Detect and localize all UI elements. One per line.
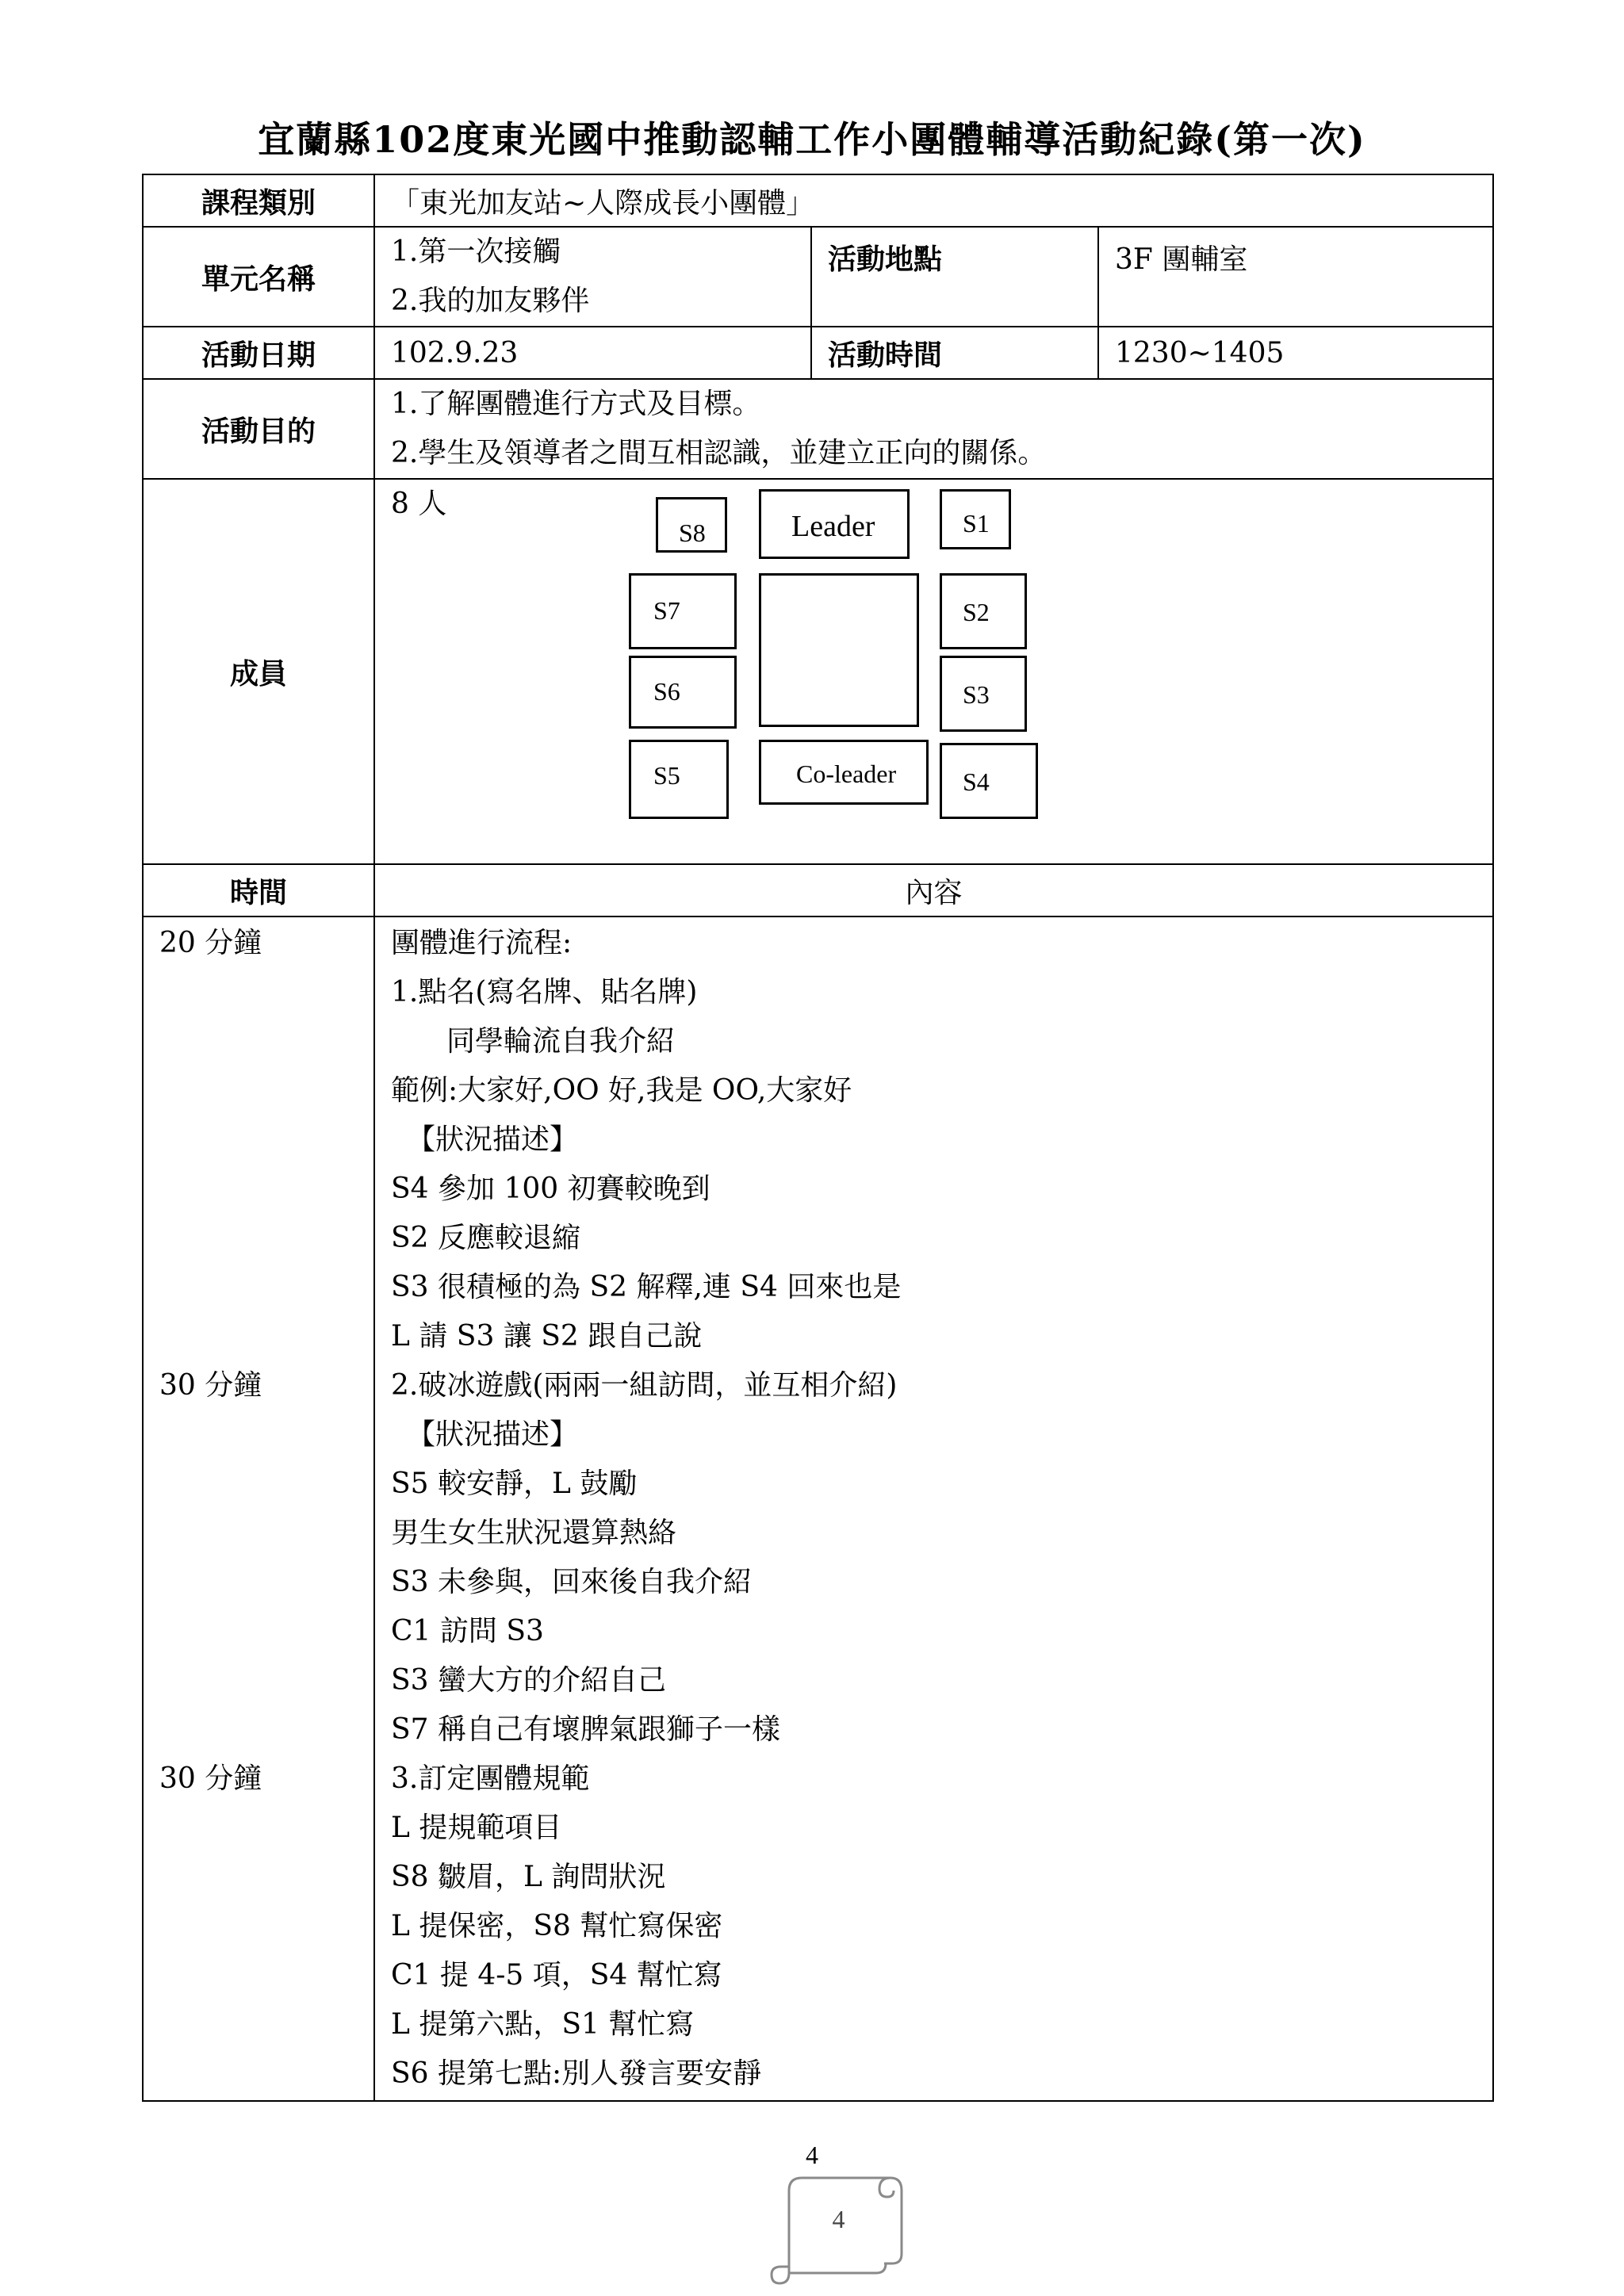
content-line: C1 提 4-5 項，S4 幫忙寫 (391, 1959, 722, 1992)
content-line: 男生女生狀況還算熱絡 (391, 1517, 677, 1549)
purpose-line: 1.了解團體進行方式及目標。 (391, 388, 761, 420)
time-value: 1230~1405 (1098, 327, 1493, 379)
content-line: S4 參加 100 初賽較晚到 (391, 1173, 710, 1205)
time-label: 活動時間 (811, 327, 1098, 379)
course-type-value: 「東光加友站~人際成長小團體」 (374, 174, 1493, 227)
content-line: L 請 S3 讓 S2 跟自己說 (391, 1320, 703, 1353)
members-label: 成員 (143, 479, 374, 864)
content-line: S3 蠻大方的介紹自己 (391, 1664, 667, 1697)
unit-name-line: 2.我的加友夥伴 (391, 285, 590, 317)
scroll-page-number: 4 (832, 2205, 845, 2233)
content-line: S7 稱自己有壞脾氣跟獅子一樣 (391, 1713, 781, 1746)
content-line: S5 較安靜，L 鼓勵 (391, 1468, 638, 1500)
content-line: S3 很積極的為 S2 解釋,連 S4 回來也是 (391, 1271, 902, 1303)
content-line: S2 反應較退縮 (391, 1222, 581, 1254)
purpose-line: 2.學生及領導者之間互相認識，並建立正向的關係。 (391, 437, 1047, 469)
content-line: 同學輪流自我介紹 (446, 1025, 676, 1058)
unit-name-line: 1.第一次接觸 (391, 235, 561, 268)
duration: 30 分鐘 (159, 1369, 262, 1402)
members-cell (374, 479, 1493, 864)
schedule-header-row (143, 864, 1493, 916)
seat-s3: S3 (940, 656, 1027, 732)
page-number: 4 (806, 2141, 818, 2169)
seat-coleader: Co-leader (759, 740, 929, 805)
location-value: 3F 團輔室 (1098, 227, 1493, 327)
unit-name-value (374, 227, 811, 327)
content-line: C1 訪問 S3 (391, 1615, 544, 1647)
date-row (143, 327, 1493, 379)
seat-s8: S8 (656, 497, 727, 553)
duration: 20 分鐘 (159, 927, 262, 959)
group-table (759, 573, 919, 727)
content-line: 【狀況描述】 (407, 1418, 579, 1451)
purpose-value (374, 379, 1493, 479)
duration: 30 分鐘 (159, 1762, 262, 1795)
content-column-header: 內容 (374, 864, 1493, 916)
date-value: 102.9.23 (374, 327, 811, 379)
content-line: 1.點名(寫名牌、貼名牌) (391, 976, 698, 1008)
seat-s5: S5 (629, 740, 729, 819)
schedule-row (143, 916, 1493, 2101)
location-label: 活動地點 (811, 227, 1098, 327)
unit-name-label: 單元名稱 (143, 227, 374, 327)
content-line: S3 未參與，回來後自我介紹 (391, 1566, 753, 1598)
seat-s2: S2 (940, 573, 1027, 649)
course-type-row (143, 174, 1493, 227)
purpose-label: 活動目的 (143, 379, 374, 479)
purpose-row (143, 379, 1493, 479)
content-line: 2.破冰遊戲(兩兩一組訪問，並互相介紹) (391, 1369, 898, 1402)
seat-s6: S6 (629, 656, 737, 729)
content-column (374, 916, 1493, 2101)
page-number-scroll (765, 2168, 912, 2291)
seat-s7: S7 (629, 573, 737, 649)
seat-s1: S1 (940, 489, 1011, 549)
content-line: 3.訂定團體規範 (391, 1762, 590, 1795)
content-line: 範例:大家好,OO 好,我是 OO,大家好 (391, 1074, 852, 1107)
content-line: L 提保密，S8 幫忙寫保密 (391, 1910, 723, 1942)
course-type-label: 課程類別 (143, 174, 374, 227)
seat-leader: Leader (759, 489, 910, 559)
time-column (143, 916, 374, 2101)
content-line: S8 皺眉，L 詢問狀況 (391, 1861, 666, 1893)
content-line: L 提第六點，S1 幫忙寫 (391, 2008, 695, 2041)
date-label: 活動日期 (143, 327, 374, 379)
content-line: 【狀況描述】 (407, 1123, 579, 1156)
seating-diagram (375, 480, 1492, 863)
unit-name-row (143, 227, 1493, 327)
content-line: S6 提第七點:別人發言要安靜 (391, 2057, 762, 2090)
time-column-header: 時間 (143, 864, 374, 916)
document-title: 宜蘭縣102度東光國中推動認輔工作小團體輔導活動紀錄(第一次) (258, 118, 1366, 161)
members-row (143, 479, 1493, 864)
activity-record-table (142, 174, 1494, 2102)
member-count: 8 人 (391, 488, 447, 520)
content-line: L 提規範項目 (391, 1812, 562, 1844)
seat-s4: S4 (940, 743, 1038, 819)
content-line: 團體進行流程: (391, 927, 573, 959)
